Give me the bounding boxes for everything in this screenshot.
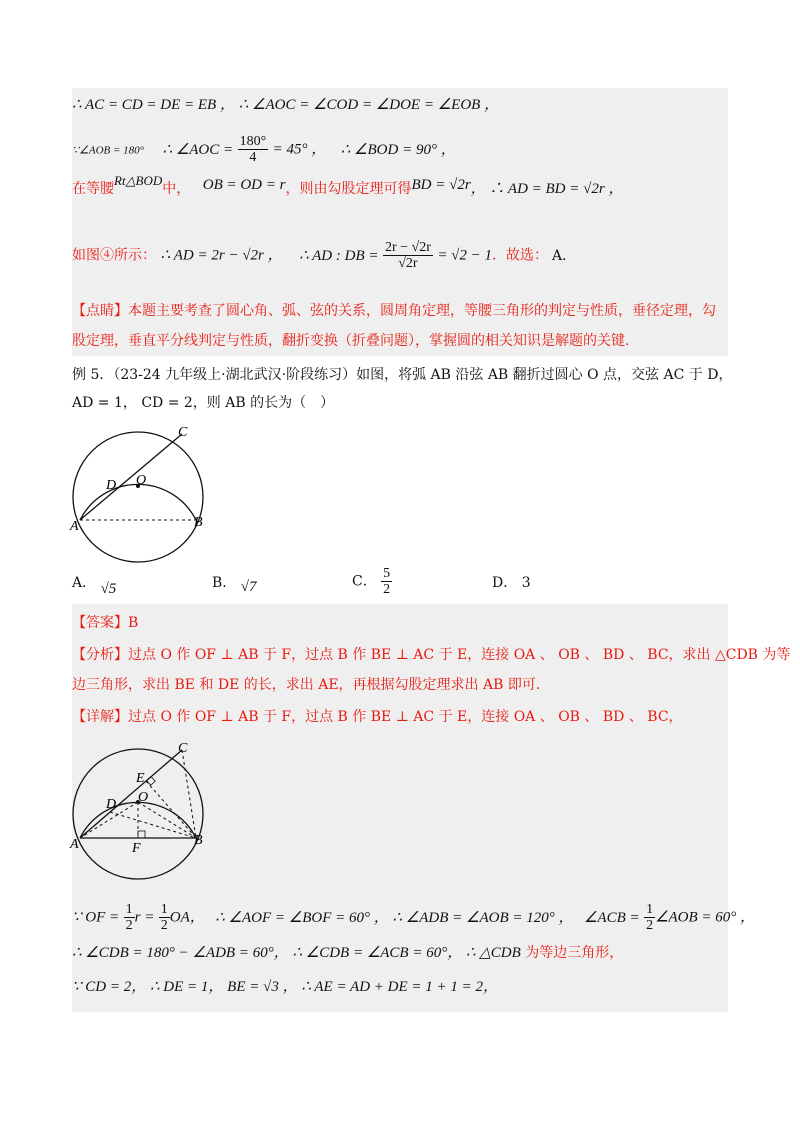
solution-line-1: ∴ AC = CD = DE = EB ， ∴ ∠AOC = ∠COD = ∠DOE = ∠EOB ， [72,97,500,113]
label-c: C [178,425,188,440]
figure-4-text: 如图④所示： [72,247,156,264]
option-b-key: B． [212,575,237,591]
right-angle-e [147,777,155,785]
calc-line-1 [72,902,755,933]
segment-bd [110,812,196,838]
problem-line-2: AD = 1， CD = 2，则 AB 的长为（ ） [72,395,335,411]
folded-arc [80,484,196,520]
half-fraction-1: $\frac{1}{2}$ [125,902,133,933]
label-d: D [106,478,117,493]
label-b-2: B [194,833,203,848]
acb-rhs: ∠AOB = 60° ， [655,909,756,926]
label-a: A [70,519,79,534]
analysis-line-1: 【分析】过点 O 作 OF ⊥ AB 于 F，过点 B 作 BE ⊥ AC 于 E，连接 OA 、 OB 、 BD 、 BC，求出 △CDB 为等 [72,647,791,663]
figure-solution [68,738,218,898]
angle-bod: ∴ ∠BOD = 90° ， [340,141,456,158]
equilateral-text: 为等边三角形， [525,945,624,961]
ad-bd-value: ， ∴ AD = BD = √2r ， [470,181,624,197]
ob-od-r: OB = OD = r [202,177,286,193]
outer-circle [73,432,203,562]
cdb-angles: ∴ ∠CDB = 180° − ∠ADB = 60°， ∴ ∠CDB = ∠ACB = 60°， ∴ △CDB [72,945,521,961]
angle-aoc-rhs: = 45° ， [272,141,327,158]
segment-ob [138,802,196,838]
label-e-2: E [136,771,145,786]
label-b: B [194,515,203,530]
option-a [72,574,117,597]
label-f-2: F [132,841,141,856]
option-d [492,574,531,592]
angle-equalities: ∴ ∠AOF = ∠BOF = 60° ， ∴ ∠ADB = ∠AOB = 120° ， [215,909,574,926]
ratio-rhs: = √2 − 1 [437,247,493,264]
option-a-value: √5 [100,581,117,597]
chord-ac-2 [80,750,182,838]
answer-line: 【答案】B [72,615,139,631]
isosceles-text: 在等腰 [72,181,114,197]
pythagoras-text: ，则由勾股定理可得 [285,181,412,197]
option-c-fraction: $\frac{5}{2}$ [383,566,391,597]
comment-line-1: 【点睛】本题主要考查了圆心角、弧、弦的关系，圆周角定理，等腰三角形的判定与性质，垂径定理，勾 [72,303,716,319]
fraction-180-4: $\frac{180^\circ}{4}$ [239,134,267,165]
solution-line-4 [72,240,576,271]
acb-lhs: ∠ACB = [583,909,640,926]
of-rhs: OA， [169,909,205,926]
option-d-key: D． [492,575,518,591]
bd-value: BD = √2r [411,177,471,193]
segment-be [146,781,196,838]
choose-text: ．故选： [492,247,549,264]
solution-line-3 [72,173,624,198]
chord-ac [80,434,182,520]
in-text: 中， [162,181,191,197]
calc-line-3: ∵ CD = 2， ∴ DE = 1， BE = √3 ， ∴ AE = AD + DE = 1 + 1 = 2， [72,979,499,995]
given-angle: ∵∠AOB = 180° [72,144,145,157]
option-b-value: √7 [240,579,257,595]
label-d-2: D [106,797,117,812]
solution-line-2 [72,134,456,165]
label-o: O [136,473,147,488]
triangle-bod: Rt△BOD [114,173,163,188]
half-fraction-2: $\frac{1}{2}$ [160,902,168,933]
option-d-value: 3 [521,575,531,591]
angle-aoc-lhs: ∴ ∠AOC = [162,141,234,158]
ratio-lhs: ∴ AD : DB = [299,247,379,264]
option-a-key: A． [72,575,97,591]
calc-line-2 [72,944,623,962]
problem-line-1: 例 5．（23-24 九年级上·湖北武汉·阶段练习）如图，将弧 AB 沿弦 AB 翻折过圆心 O 点，交弦 AC 于 D， [72,367,733,383]
comment-line-2: 股定理，垂直平分线判定与性质，翻折变换（折叠问题），掌握圆的相关知识是解题的关键. [72,333,630,349]
right-angle-f [138,831,145,838]
option-b [212,574,257,595]
choice-a: A． [552,247,577,264]
of-mid: r = [134,909,155,926]
segment-bc [182,750,196,838]
figure-fold-arc [68,422,218,582]
ad-expression: ∴ AD = 2r − √2r ， [160,247,283,264]
half-fraction-3: $\frac{1}{2}$ [646,902,654,933]
ratio-fraction: $\frac{2r - √2r}{√2r}$ [384,240,431,271]
option-c [352,566,392,597]
of-lhs: ∵ OF = [72,909,120,926]
analysis-line-2: 边三角形，求出 BE 和 DE 的长，求出 AE，再根据勾股定理求出 AB 即可. [72,677,541,693]
label-c-2: C [178,741,188,756]
detail-line-1: 【详解】过点 O 作 OF ⊥ AB 于 F，过点 B 作 BE ⊥ AC 于 E，连接 OA 、 OB 、 BD 、 BC， [72,709,683,725]
label-a-2: A [70,837,79,852]
label-o-2: O [138,790,149,805]
option-c-key: C． [352,573,377,590]
